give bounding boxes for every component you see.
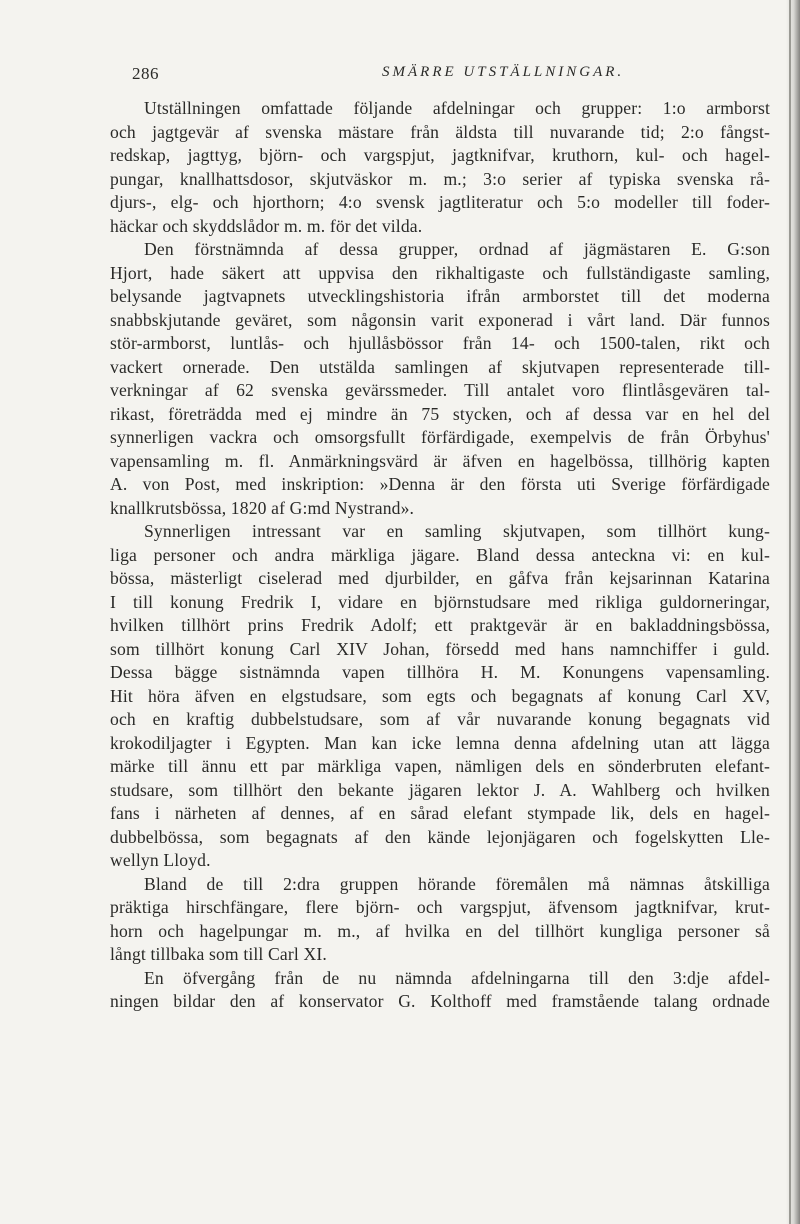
paragraph-line: rikast, företrädda med ej mindre än 75 stycken, och af dessa var en hel del [110,403,770,424]
paragraph-line: horn och hagelpungar m. m., af hvilka en del tillhört kungliga personer så [110,920,770,941]
paragraph-line: synnerligen vackra och omsorgsfullt förfärdigade, exempelvis de från Örbyhus' [110,427,770,447]
paragraph-line: redskap, jagttyg, björn- och vargspjut, jagtknifvar, kruthorn, kul- och hagel- [110,145,770,165]
paragraph-line: dubbelbössa, som begagnats af den kände lejonjägaren och fogelskytten Lle- [110,826,770,847]
paragraph-line: snabbskjutande geväret, som någonsin varit exponerad i vårt land. Där funnos [110,309,770,330]
paragraph-line: vapensamling m. fl. Anmärkningsvärd är äfven en hagelbössa, tillhörig kapten [110,450,770,471]
paragraph-line: I till konung Fredrik I, vidare en björnstudsare med rikliga guldorneringar, [110,591,770,612]
paragraph-line: vackert ornerade. Den utstälda samlingen af skjutvapen representerade till- [110,356,770,377]
paragraph-line: och jagtgevär af svenska mästare från äldsta till nuvarande tid; 2:o fångst- [110,121,770,142]
paragraph-line: belysande jagtvapnets utvecklingshistoria ifrån armborstet till det moderna [110,286,770,306]
paragraph-line: En öfvergång från de nu nämnda afdelningarna till den 3:dje afdel- [144,967,770,988]
running-head [132,64,766,88]
paragraph-line: djurs-, elg- och hjorthorn; 4:o svensk jagtliteratur och 5:o modeller till foder- [110,192,770,212]
paragraph-line: som tillhört konung Carl XIV Johan, försedd med hans namnchiffer i guld. [110,638,770,659]
paragraph-line: märke till ännu ett par märkliga vapen, nämligen dels en sönderbruten elefant- [110,756,770,776]
paragraph-line: pungar, knallhattsdosor, skjutväskor m. m.; 3:o serier af typiska svenska rå- [110,168,770,189]
paragraph-line: liga personer och andra märkliga jägare. Bland dessa anteckna vi: en kul- [110,544,770,565]
paragraph-line: fans i närheten af dennes, af en sårad elefant stympade lik, dels en hagel- [110,803,770,823]
paragraph-line: häckar och skyddslådor m. m. för det vilda. [110,215,423,236]
paragraph-line: ningen bildar den af konservator G. Kolthoff med framstående talang ordnade [110,991,770,1011]
paragraph-line: Bland de till 2:dra gruppen hörande föremålen må nämnas åtskilliga [144,873,770,894]
paragraph-line: krokodiljagter i Egypten. Man kan icke lemna denna afdelning utan att lägga [110,732,770,753]
paragraph-line: verkningar af 62 svenska gevärssmeder. Till antalet voro flintlåsgevären tal- [110,380,770,400]
paragraph-line: präktiga hirschfängare, flere björn- och vargspjut, äfvensom jagtknifvar, krut- [110,897,770,917]
paragraph-line: hvilken tillhört prins Fredrik Adolf; ett praktgevär är en bakladdningsbössa, [110,615,770,635]
paragraph-line: Den förstnämnda af dessa grupper, ordnad af jägmästaren E. G:son [144,239,770,259]
paragraph-line: bössa, mästerligt ciselerad med djurbilder, en gåfva från kejsarinnan Katarina [110,568,770,588]
paragraph-line: Utställningen omfattade följande afdelningar och grupper: 1:o armborst [144,98,770,118]
paragraph-line: wellyn Lloyd. [110,850,211,870]
paragraph-line: Dessa bägge sistnämnda vapen tillhöra H. M. Konungens vapensamling. [110,662,770,682]
page-edge-line [789,0,791,1224]
page-number: 286 [132,64,159,83]
paragraph-line: knallkrutsbössa, 1820 af G:md Nystrand». [110,497,415,518]
paragraph-line: och en kraftig dubbelstudsare, som af vår nuvarande konung begagnats vid [110,709,770,729]
paragraph-line: Hjort, hade säkert att uppvisa den rikhaltigaste och fullständigaste samling, [110,262,770,283]
paragraph-line: Synnerligen intressant var en samling skjutvapen, som tillhört kung- [144,521,770,541]
body-text [110,97,770,1014]
running-title: SMÄRRE UTSTÄLLNINGAR. [382,64,625,80]
paragraph-line: A. von Post, med inskription: »Denna är den första uti Sverige förfärdigade [110,474,770,494]
paragraph-line: Hit höra äfven en elgstudsare, som egts och begagnats af konung Carl XV, [110,685,770,706]
paragraph-line: långt tillbaka som till Carl XI. [110,944,327,964]
paragraph-line: stör-armborst, luntlås- och hjullåsbössor från 14- och 1500-talen, rikt och [110,333,770,353]
paragraph-line: studsare, som tillhört den bekante jägaren lektor J. A. Wahlberg och hvilken [110,779,770,800]
